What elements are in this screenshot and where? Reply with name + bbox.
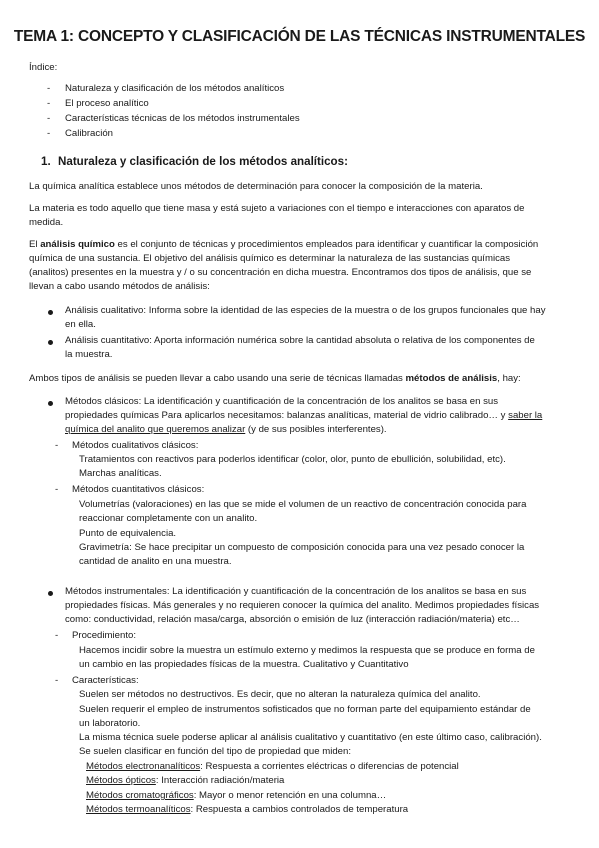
- paragraph-line: (analitos) presentes en la muestra y / o su concentración en dicha muestra. Encontramos dos tipos de análisis, que se: [29, 267, 532, 278]
- sub-line: Hacemos incidir sobre la muestra un estímulo externo y medimos la respuesta que se produce en forma de: [79, 645, 535, 656]
- sub-line: Marchas analíticas.: [79, 468, 162, 479]
- sub-line: La misma técnica suele poderse aplicar al análisis cualitativo y cuantitativo (en este último caso, calibración).: [79, 732, 542, 743]
- method-item: Métodos cromatográficos: Mayor o menor retención en una columna…: [86, 790, 387, 801]
- sub-line: un laboratorio.: [79, 718, 141, 729]
- bullet-line: propiedades químicas Para aplicarlos necesitamos: balanzas analíticas, material de vidrio calibrado… y saber la: [65, 410, 543, 421]
- bold-term: métodos de análisis: [405, 373, 498, 384]
- bullet-icon: [48, 340, 53, 345]
- sub-heading: Características:: [72, 675, 139, 686]
- sub-dash: -: [55, 630, 59, 641]
- method-name: Métodos termoanalíticos: [86, 804, 191, 815]
- method-item: Métodos electronanalíticos: Respuesta a corrientes eléctricas o diferencias de potencial: [86, 761, 459, 772]
- index-item: Naturaleza y clasificación de los métodos analíticos: [65, 83, 285, 94]
- index-item: Características técnicas de los métodos instrumentales: [65, 113, 300, 124]
- paragraph-line: medida.: [29, 217, 64, 228]
- bold-term: análisis químico: [40, 239, 115, 250]
- paragraph-line: Ambos tipos de análisis se pueden llevar a cabo usando una serie de técnicas llamadas métodos de análisis, hay:: [29, 373, 521, 384]
- bullet-line: propiedades físicas. Más generales y no requieren conocer la química del analito. Medimos propiedades físicas: [65, 600, 540, 611]
- sub-line: reaccionar completamente con un analito.: [79, 513, 258, 524]
- sub-line: Volumetrías (valoraciones) en las que se mide el volumen de un reactivo de concentración conocida para: [79, 499, 527, 510]
- underlined-text: química del analito que queremos analizar: [65, 424, 246, 435]
- method-item: Métodos termoanalíticos: Respuesta a cambios controlados de temperatura: [86, 804, 409, 815]
- bullet-line: en ella.: [65, 319, 96, 330]
- sub-dash: -: [55, 440, 59, 451]
- bullet-line: Análisis cualitativo: Informa sobre la identidad de las especies de la muestra o de los grupos funcionales que hay: [65, 305, 546, 316]
- sub-line: Tratamientos con reactivos para poderlos identificar (color, olor, punto de ebullición, solubilidad, etc).: [79, 454, 506, 465]
- paragraph-line: química de una sustancia. El objetivo del análisis químico es determinar la naturaleza de las sustancias químicas: [29, 253, 511, 264]
- sub-dash: -: [55, 675, 59, 686]
- sub-line: Punto de equivalencia.: [79, 528, 177, 539]
- sub-line: cantidad de analito en una muestra.: [79, 556, 232, 567]
- bullet-icon: [48, 401, 53, 406]
- bullet-line: Métodos clásicos: La identificación y cuantificación de la concentración de los analitos se basa en sus: [65, 396, 499, 407]
- paragraph: La química analítica establece unos métodos de determinación para conocer la composición de la materia.: [29, 181, 483, 192]
- index-item: Calibración: [65, 128, 113, 139]
- bullet-icon: [48, 310, 53, 315]
- underlined-text: saber la: [508, 410, 543, 421]
- bullet-line: como: conductividad, relación masa/carga, absorción o emisión de luz (interacción radiación/materia) etc…: [65, 614, 520, 625]
- sub-heading: Métodos cuantitativos clásicos:: [72, 484, 205, 495]
- index-dash: -: [47, 83, 51, 94]
- sub-line: Se suelen clasificar en función del tipo de propiedad que miden:: [79, 746, 352, 757]
- sub-dash: -: [55, 484, 59, 495]
- method-item: Métodos ópticos: Interacción radiación/materia: [86, 775, 285, 786]
- document-title: TEMA 1: CONCEPTO Y CLASIFICACIÓN DE LAS TÉCNICAS INSTRUMENTALES: [13, 28, 586, 45]
- index-item: El proceso analítico: [65, 98, 149, 109]
- paragraph-line: llevan a cabo usando métodos de análisis:: [29, 281, 210, 292]
- sub-heading: Procedimiento:: [72, 630, 136, 641]
- paragraph-line: El análisis químico es el conjunto de técnicas y procedimientos empleados para identificar y cuantificar la composición: [29, 239, 539, 250]
- paragraph-line: La materia es todo aquello que tiene masa y está sujeto a variaciones con el tiempo e interacciones con aparatos de: [29, 203, 525, 214]
- index-dash: -: [47, 113, 51, 124]
- method-name: Métodos ópticos: [86, 775, 156, 786]
- method-name: Métodos electronanalíticos: [86, 761, 201, 772]
- sub-line: Gravimetría: Se hace precipitar un compuesto de composición conocida para una vez pesado conocer la: [79, 542, 525, 553]
- sub-line: un cambio en las propiedades físicas de la muestra. Cualitativo y Cuantitativo: [79, 659, 409, 670]
- bullet-line: química del analito que queremos analizar (y de sus posibles interferentes).: [65, 424, 387, 435]
- sub-line: Suelen requerir el empleo de instrumentos sofisticados que no forman parte del equipamiento estándar de: [79, 704, 531, 715]
- index-dash: -: [47, 98, 51, 109]
- bullet-line: Análisis cuantitativo: Aporta información numérica sobre la cantidad absoluta o relativa de los componentes de: [65, 335, 535, 346]
- sub-heading: Métodos cualitativos clásicos:: [72, 440, 199, 451]
- bullet-icon: [48, 591, 53, 596]
- index-label: Índice:: [29, 62, 58, 73]
- sub-line: Suelen ser métodos no destructivos. Es decir, que no alteran la naturaleza química del analito.: [79, 689, 481, 700]
- section-number: 1.: [41, 155, 51, 168]
- bullet-line: Métodos instrumentales: La identificación y cuantificación de la concentración de los analitos se basa en sus: [65, 586, 527, 597]
- method-name: Métodos cromatográficos: [86, 790, 194, 801]
- section-heading: Naturaleza y clasificación de los métodos analíticos:: [58, 155, 348, 168]
- bullet-line: la muestra.: [65, 349, 113, 360]
- index-dash: -: [47, 128, 51, 139]
